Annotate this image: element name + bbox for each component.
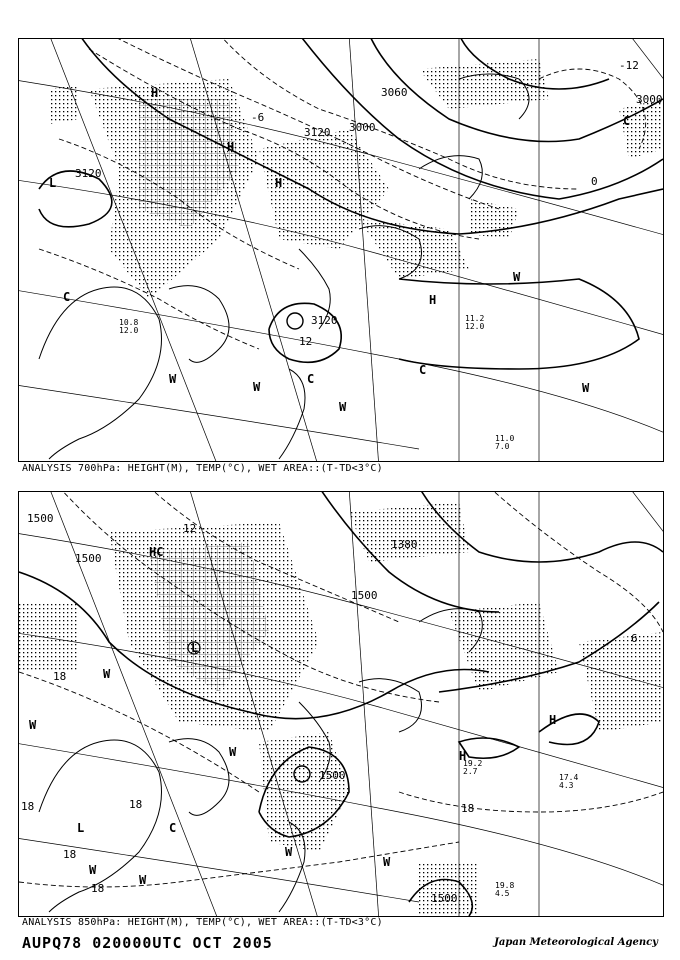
- station-value: 11.2: [465, 314, 485, 323]
- map-panel-700hpa: [18, 38, 664, 462]
- temp-label: 18: [53, 670, 67, 683]
- height-label: 3000: [349, 121, 376, 134]
- system-mark: C: [63, 290, 71, 304]
- low-center-icon: [287, 313, 303, 329]
- system-mark: L: [49, 176, 57, 190]
- station-value: 19.2: [463, 759, 483, 768]
- temp-label: -12: [619, 59, 639, 72]
- temp-label: 18: [461, 802, 475, 815]
- station-value: 7.0: [495, 442, 510, 451]
- temp-label: 12: [183, 522, 197, 535]
- temp-label: 12: [299, 335, 313, 348]
- station-plots: [119, 314, 514, 451]
- station-value: 4.3: [559, 781, 574, 790]
- temp-label: 18: [63, 848, 77, 861]
- system-mark: W: [513, 270, 521, 284]
- height-label: 1500: [431, 892, 458, 905]
- weather-map-700hpa: [19, 39, 663, 461]
- system-mark: H: [459, 749, 467, 763]
- system-mark: W: [339, 400, 347, 414]
- height-label: 1500: [75, 552, 102, 565]
- height-label: 1500: [319, 769, 346, 782]
- system-mark: W: [139, 873, 147, 887]
- system-mark: W: [582, 381, 590, 395]
- station-value: 12.0: [465, 322, 485, 331]
- station-value: 2.7: [463, 767, 478, 776]
- station-plots: [463, 759, 578, 898]
- wet-area-shading: [49, 59, 663, 299]
- system-mark: W: [89, 863, 97, 877]
- system-mark: L: [77, 821, 85, 835]
- agency-name: Japan Meteorological Agency: [494, 937, 658, 948]
- temp-label: 0: [591, 175, 598, 188]
- system-mark: W: [29, 718, 37, 732]
- caption-700hpa: ANALYSIS 700hPa: HEIGHT(M), TEMP(°C), WET AREA::(T-TD<3°C): [22, 463, 383, 474]
- temp-label: 18: [21, 800, 35, 813]
- system-mark: C: [419, 363, 427, 377]
- caption-850hpa: ANALYSIS 850hPa: HEIGHT(M), TEMP(°C), WET AREA::(T-TD<3°C): [22, 917, 383, 928]
- system-mark: H: [549, 713, 557, 727]
- height-label: 3000: [636, 93, 663, 106]
- system-mark: W: [253, 380, 261, 394]
- height-label: 1380: [391, 538, 418, 551]
- system-mark: H: [151, 86, 159, 100]
- isotherm-labels: [21, 522, 638, 895]
- system-mark: H: [429, 293, 437, 307]
- system-mark: H: [227, 140, 235, 154]
- height-label: 1500: [351, 589, 378, 602]
- height-label: 1500: [27, 512, 54, 525]
- system-mark: W: [383, 855, 391, 869]
- system-mark: C: [169, 821, 177, 835]
- system-mark: W: [285, 845, 293, 859]
- bulletin-code: AUPQ78 020000UTC OCT 2005: [22, 934, 273, 952]
- system-mark: C: [307, 372, 315, 386]
- wet-area-shading: [19, 502, 663, 916]
- station-value: 19.8: [495, 881, 515, 890]
- weather-map-850hpa: [19, 492, 663, 916]
- station-value: 4.5: [495, 889, 510, 898]
- system-mark: W: [103, 667, 111, 681]
- system-mark: L: [191, 641, 199, 655]
- height-label: 3060: [381, 86, 408, 99]
- system-mark: H: [275, 176, 283, 190]
- system-mark: W: [169, 372, 177, 386]
- system-mark: HC: [149, 545, 164, 559]
- map-panel-850hpa: [18, 491, 664, 917]
- station-value: 12.0: [119, 326, 139, 335]
- station-value: 11.0: [495, 434, 515, 443]
- temp-label: -6: [251, 111, 265, 124]
- station-value: 10.8: [119, 318, 139, 327]
- height-label: 3120: [75, 167, 102, 180]
- system-mark: W: [229, 745, 237, 759]
- height-label: 3120: [304, 126, 331, 139]
- height-label: 3120: [311, 314, 338, 327]
- system-mark: C: [623, 114, 631, 128]
- temp-label: 18: [91, 882, 105, 895]
- station-value: 17.4: [559, 773, 579, 782]
- temp-label: 6: [631, 632, 638, 645]
- temp-label: 18: [129, 798, 143, 811]
